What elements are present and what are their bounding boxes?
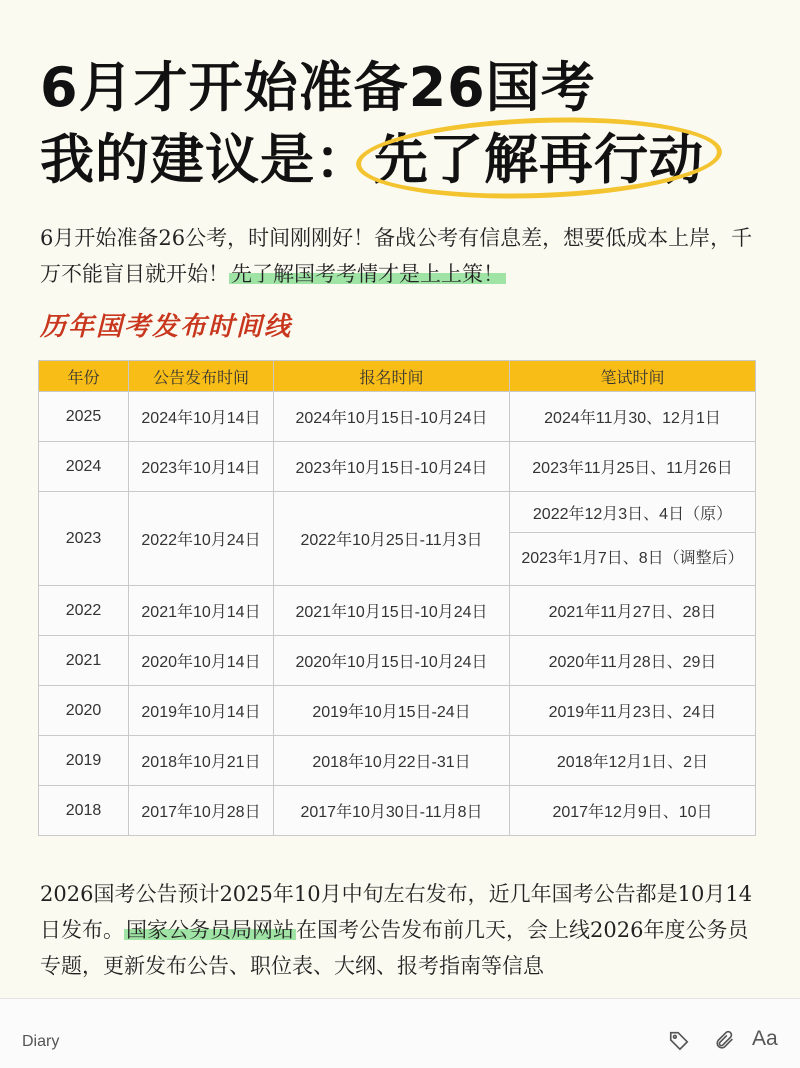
title-prefix: 我的建议是： — [40, 128, 370, 191]
cell-announce: 2023年10月14日 — [129, 442, 274, 492]
table-row — [39, 586, 756, 636]
page-title-line2 — [40, 130, 708, 190]
cell-exam: 2017年12月9日、10日 — [510, 786, 756, 836]
table-row — [39, 686, 756, 736]
cell-year: 2021 — [39, 636, 129, 686]
paperclip-icon[interactable] — [714, 1029, 736, 1056]
table-row — [39, 786, 756, 836]
cell-announce: 2019年10月14日 — [129, 686, 274, 736]
timeline-table — [38, 360, 756, 836]
intro-text: 6月开始准备26公考，时间刚刚好！备战公考有信息差，想要低成本上岸，千万不能盲目就开始！ — [40, 226, 753, 286]
intro-highlight: 先了解国考考情才是上上策！ — [231, 262, 504, 286]
cell-exam: 2018年12月1日、2日 — [510, 736, 756, 786]
cell-year: 2024 — [39, 442, 129, 492]
cell-exam: 2023年11月25日、11月26日 — [510, 442, 756, 492]
cell-exam: 2021年11月27日、28日 — [510, 586, 756, 636]
header-year: 年份 — [39, 361, 129, 392]
cell-register: 2020年10月15日-10月24日 — [274, 636, 510, 686]
header-announce: 公告发布时间 — [129, 361, 274, 392]
cell-year: 2025 — [39, 392, 129, 442]
cell-year: 2022 — [39, 586, 129, 636]
cell-exam-original: 2022年12月3日、4日（原） — [510, 492, 756, 533]
table-row — [39, 492, 756, 533]
outro-text-before: 2026国考公告预计2025年10月中旬左右发布，近几年国考公告都是10月14日发布。 — [40, 882, 753, 942]
diary-label[interactable]: Diary — [22, 1033, 60, 1050]
cell-register: 2021年10月15日-10月24日 — [274, 586, 510, 636]
cell-year: 2019 — [39, 736, 129, 786]
cell-exam: 2020年11月28日、29日 — [510, 636, 756, 686]
page-title-line1: 6月才开始准备26国考 — [40, 56, 596, 119]
outro-text-after: 在国考公告发布前几天，会上线2026年度公务员专题，更新发布公告、职位表、大纲、报考指南等信息 — [40, 918, 749, 978]
table-row — [39, 636, 756, 686]
outro-paragraph — [40, 876, 762, 984]
cell-register: 2018年10月22日-31日 — [274, 736, 510, 786]
cell-register: 2023年10月15日-10月24日 — [274, 442, 510, 492]
table-row — [39, 392, 756, 442]
header-register: 报名时间 — [274, 361, 510, 392]
cell-year: 2018 — [39, 786, 129, 836]
section-title: 历年国考发布时间线 — [40, 312, 293, 342]
cell-announce: 2024年10月14日 — [129, 392, 274, 442]
tag-icon[interactable] — [668, 1029, 690, 1056]
intro-paragraph — [40, 220, 762, 292]
header-exam: 笔试时间 — [510, 361, 756, 392]
cell-exam-adjusted: 2023年1月7日、8日（调整后） — [510, 533, 756, 586]
cell-announce: 2018年10月21日 — [129, 736, 274, 786]
cell-announce: 2021年10月14日 — [129, 586, 274, 636]
cell-exam: 2019年11月23日、24日 — [510, 686, 756, 736]
cell-year: 2023 — [39, 492, 129, 586]
cell-register: 2022年10月25日-11月3日 — [274, 492, 510, 586]
cell-exam: 2024年11月30、12月1日 — [510, 392, 756, 442]
table-row — [39, 442, 756, 492]
cell-year: 2020 — [39, 686, 129, 736]
title-circled-phrase: 先了解再行动 — [370, 130, 708, 190]
table-row — [39, 736, 756, 786]
cell-register: 2024年10月15日-10月24日 — [274, 392, 510, 442]
cell-register: 2019年10月15日-24日 — [274, 686, 510, 736]
cell-announce: 2020年10月14日 — [129, 636, 274, 686]
cell-register: 2017年10月30日-11月8日 — [274, 786, 510, 836]
table-header-row — [39, 361, 756, 392]
cell-announce: 2022年10月24日 — [129, 492, 274, 586]
text-format-icon[interactable]: Aa — [752, 1027, 778, 1050]
bottom-toolbar — [0, 998, 800, 1068]
outro-highlight: 国家公务员局网站 — [126, 918, 294, 942]
cell-announce: 2017年10月28日 — [129, 786, 274, 836]
